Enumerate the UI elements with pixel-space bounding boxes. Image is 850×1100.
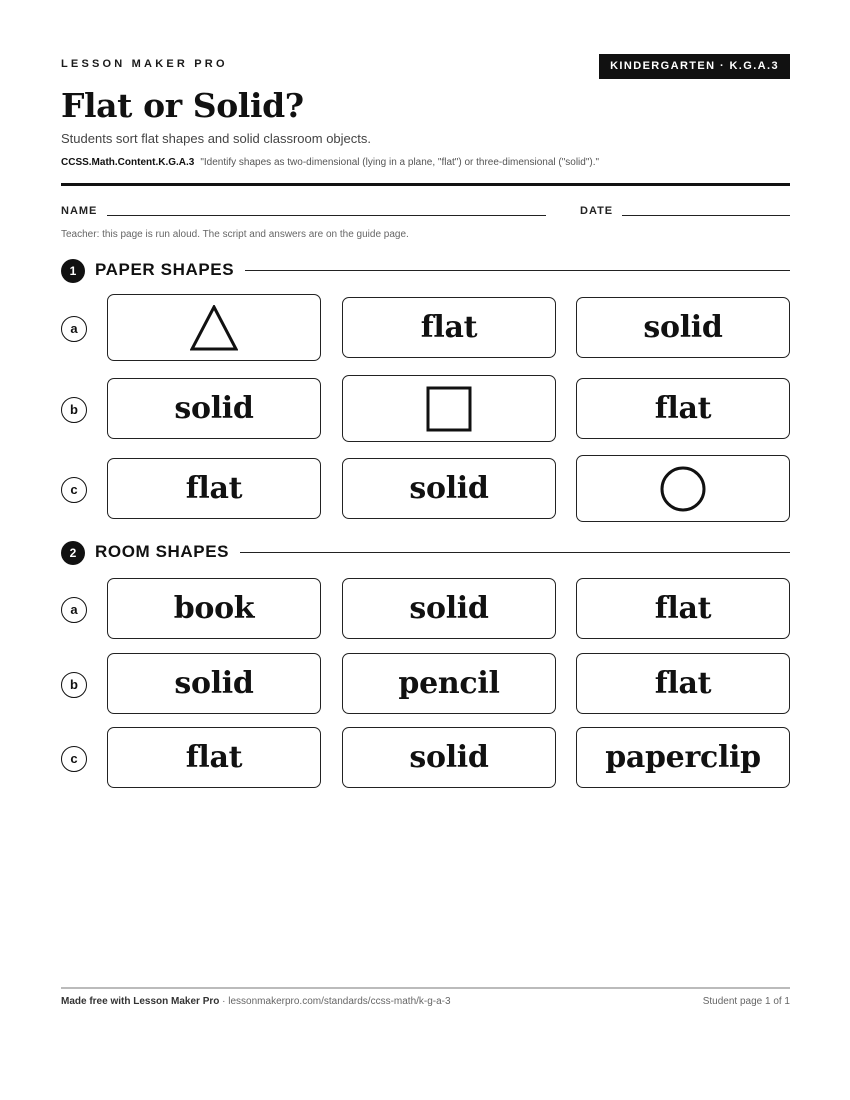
standard-code: CCSS.Math.Content.K.G.A.3 xyxy=(61,157,195,168)
section-title: PAPER SHAPES xyxy=(95,260,235,279)
row-letter-badge: c xyxy=(61,477,87,503)
card-word: solid xyxy=(174,666,254,701)
word-card[interactable] xyxy=(107,653,321,714)
word-card[interactable] xyxy=(576,653,790,714)
section-number-badge: 1 xyxy=(61,259,85,283)
footer-url: · lessonmakerpro.com/standards/ccss-math/k-g-a-3 xyxy=(219,996,451,1007)
card-word: flat xyxy=(654,666,712,701)
word-card[interactable] xyxy=(107,578,321,639)
footer-divider xyxy=(61,987,790,989)
shape-card[interactable] xyxy=(107,294,321,361)
word-card[interactable] xyxy=(576,378,790,439)
word-card[interactable] xyxy=(576,297,790,358)
card-word: solid xyxy=(643,310,723,345)
name-field[interactable] xyxy=(107,215,546,216)
card-word: flat xyxy=(185,740,243,775)
card-word: flat xyxy=(654,591,712,626)
circle-icon xyxy=(659,465,707,513)
row-letter-badge: b xyxy=(61,672,87,698)
footer-made-with: Made free with Lesson Maker Pro xyxy=(61,996,220,1007)
name-label: NAME xyxy=(61,205,98,217)
header-divider xyxy=(61,183,790,186)
section-rule xyxy=(245,270,790,271)
word-card[interactable] xyxy=(342,458,556,519)
word-card[interactable] xyxy=(107,458,321,519)
card-word: solid xyxy=(409,471,489,506)
word-card[interactable] xyxy=(107,727,321,788)
brand-name: LESSON MAKER PRO xyxy=(61,58,228,70)
grade-badge: KINDERGARTEN · K.G.A.3 xyxy=(599,54,790,79)
card-word: flat xyxy=(185,471,243,506)
card-word: solid xyxy=(174,391,254,426)
word-card[interactable] xyxy=(342,297,556,358)
date-field[interactable] xyxy=(622,215,790,216)
section-number-badge: 2 xyxy=(61,541,85,565)
card-word: solid xyxy=(409,591,489,626)
shape-card[interactable] xyxy=(342,375,556,442)
triangle-icon xyxy=(190,305,238,351)
word-card[interactable] xyxy=(342,653,556,714)
word-card[interactable] xyxy=(342,727,556,788)
row-letter-badge: a xyxy=(61,597,87,623)
section-header xyxy=(61,541,790,565)
card-word: solid xyxy=(409,740,489,775)
worksheet-page xyxy=(61,0,790,1100)
card-word: book xyxy=(173,591,255,626)
word-card[interactable] xyxy=(576,578,790,639)
standard-line xyxy=(61,157,599,168)
word-card[interactable] xyxy=(342,578,556,639)
standard-text: "Identify shapes as two-dimensional (lying in a plane, "flat") or three-dimensional ("solid")." xyxy=(200,157,600,168)
card-word: pencil xyxy=(398,666,500,701)
shape-card[interactable] xyxy=(576,455,790,522)
card-word: flat xyxy=(654,391,712,426)
word-card[interactable] xyxy=(107,378,321,439)
row-letter-badge: a xyxy=(61,316,87,342)
page-title: Flat or Solid? xyxy=(61,86,304,125)
teacher-note: Teacher: this page is run aloud. The script and answers are on the guide page. xyxy=(61,229,409,240)
square-icon xyxy=(426,386,472,432)
page-subtitle: Students sort flat shapes and solid classroom objects. xyxy=(61,131,371,146)
section-title: ROOM SHAPES xyxy=(95,542,230,561)
footer-credit xyxy=(61,996,451,1007)
word-card[interactable] xyxy=(576,727,790,788)
row-letter-badge: c xyxy=(61,746,87,772)
card-word: paperclip xyxy=(605,740,761,775)
date-label: DATE xyxy=(580,205,614,217)
row-letter-badge: b xyxy=(61,397,87,423)
section-header xyxy=(61,259,790,283)
footer-page-label: Student page 1 of 1 xyxy=(702,996,790,1007)
section-rule xyxy=(240,552,790,553)
card-word: flat xyxy=(420,310,478,345)
